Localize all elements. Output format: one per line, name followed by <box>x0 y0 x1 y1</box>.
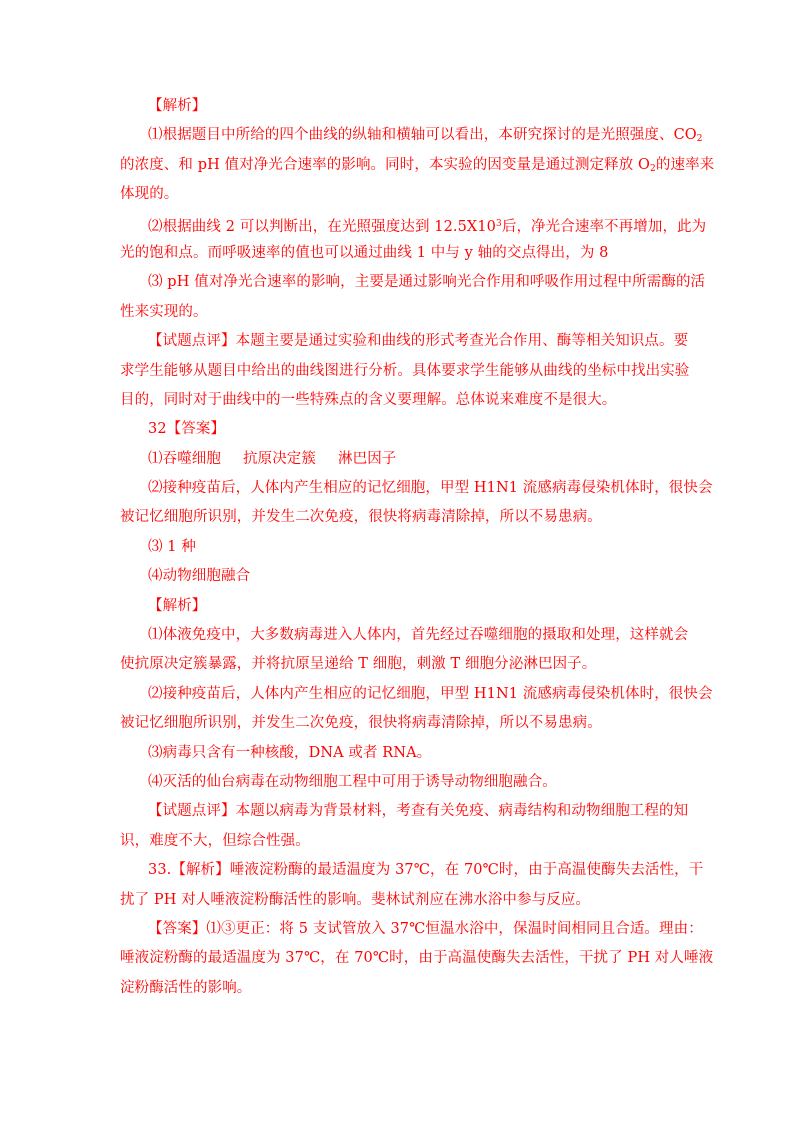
paragraph-line: 【试题点评】本题以病毒为背景材料，考查有关免疫、病毒结构和动物细胞工程的知 <box>148 803 689 820</box>
paragraph-line: ⑴吞噬细胞 抗原决定簇 淋巴因子 <box>148 450 397 467</box>
paragraph-line: 【试题点评】本题主要是通过实验和曲线的形式考查光合作用、酶等相关知识点。要 <box>148 333 689 350</box>
answer-text <box>120 92 715 1003</box>
heading-analysis: 【解析】 <box>148 98 207 114</box>
paragraph-line: 被记忆细胞所识别，并发生二次免疫，很快将病毒清除掉，所以不易患病。 <box>120 715 602 732</box>
paragraph-line: ⑵接种疫苗后，人体内产生相应的记忆细胞，甲型 H1N1 流感病毒侵染机体时，很快会 <box>148 480 713 497</box>
paragraph-line: ⑶ 1 种 <box>148 538 196 555</box>
paragraph-line: 使抗原决定簇暴露，并将抗原呈递给 T 细胞，刺激 T 细胞分泌淋巴因子。 <box>120 656 597 673</box>
heading-analysis: 【解析】 <box>148 597 207 614</box>
paragraph-line: 目的，同时对于曲线中的一些特殊点的含义要理解。总体说来难度不是很大。 <box>120 391 617 408</box>
paragraph-line: 的浓度、和 pH 值对净光合速率的影响。同时，本实验的因变量是通过测定释放 $O_2$的速率来 <box>120 156 715 174</box>
paragraph-line: 光的饱和点。而呼吸速率的值也可以通过曲线 1 中与 y 轴的交点得出，为 8 <box>120 244 609 261</box>
paragraph-line: 唾液淀粉酶的最适温度为 37℃，在 70℃时，由于高温使酶失去活性，干扰了 PH 对人唾液 <box>120 950 714 967</box>
paragraph-line: 淀粉酶活性的影响。 <box>120 979 252 996</box>
paragraph-line: 被记忆细胞所识别，并发生二次免疫，很快将病毒清除掉，所以不易患病。 <box>120 509 602 526</box>
paragraph-line: ⑷灭活的仙台病毒在动物细胞工程中可用于诱导动物细胞融合。 <box>148 773 557 790</box>
paragraph-line: 33.【解析】唾液淀粉酶的最适温度为 37℃，在 70℃时，由于高温使酶失去活性，干 <box>148 862 704 879</box>
paragraph-line: ⑴体液免疫中，大多数病毒进入人体内，首先经过吞噬细胞的摄取和处理，这样就会 <box>148 627 689 644</box>
paragraph-line: 性来实现的。 <box>120 303 208 320</box>
paragraph-line: 扰了 PH 对人唾液淀粉酶活性的影响。斐林试剂应在沸水浴中参与反应。 <box>120 891 591 908</box>
paragraph-line: ⑴根据题目中所给的四个曲线的纵轴和横轴可以看出，本研究探讨的是光照强度、$CO_2$ <box>148 127 703 145</box>
paragraph-line: ⑵根据曲线 2 可以判断出，在光照强度达到 $12.5X10^3$后，净光合速率不再增加，此为 <box>148 218 707 235</box>
paragraph-line: 求学生能够从题目中给出的曲线图进行分析。具体要求学生能够从曲线的坐标中找出实验 <box>120 362 690 379</box>
paragraph-line: 体现的。 <box>120 186 179 203</box>
paragraph-line: 识，难度不大，但综合性强。 <box>120 832 310 849</box>
heading-answer-32: 32【答案】 <box>148 421 226 438</box>
paragraph-line: 【答案】⑴③更正：将 5 支试管放入 37℃恒温水浴中，保温时间相同且合适。理由： <box>148 920 703 937</box>
paragraph-line: ⑶病毒只含有一种核酸，DNA 或者 RNA。 <box>148 744 432 761</box>
paragraph-line: ⑶ pH 值对净光合速率的影响，主要是通过影响光合作用和呼吸作用过程中所需酶的活 <box>148 274 706 291</box>
paragraph-line: ⑷动物细胞融合 <box>148 568 251 585</box>
paragraph-line: ⑵接种疫苗后，人体内产生相应的记忆细胞，甲型 H1N1 流感病毒侵染机体时，很快会 <box>148 685 713 702</box>
